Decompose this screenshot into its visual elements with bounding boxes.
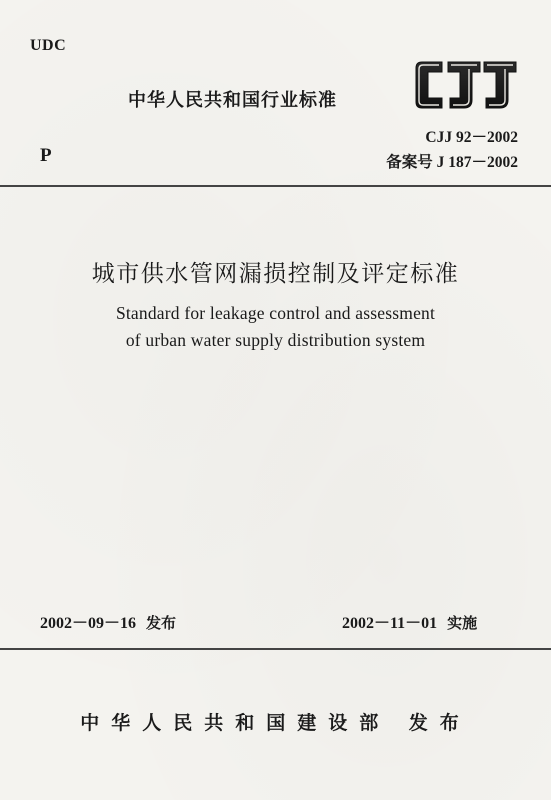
issue-date-value: 2002－09－16 <box>40 615 137 632</box>
bottom-divider <box>0 648 551 650</box>
standard-code: CJJ 92－2002 <box>425 129 518 146</box>
record-number: 备案号 J 187－2002 <box>386 154 518 171</box>
implement-label: 实施 <box>447 614 478 632</box>
issue-date <box>40 610 176 633</box>
title-english-line2: of urban water supply distribution system <box>125 330 426 350</box>
industry-standard-heading: 中华人民共和国行业标准 <box>128 90 337 111</box>
title-chinese: 城市供水管网漏损控制及评定标准 <box>91 261 460 287</box>
implement-date-value: 2002－11－01 <box>342 615 438 632</box>
cjj-logo <box>412 56 522 114</box>
category-label: P <box>40 145 52 166</box>
issue-label: 发布 <box>146 614 177 632</box>
implement-date <box>342 610 477 633</box>
udc-label: UDC <box>30 37 67 54</box>
top-divider <box>0 185 551 187</box>
title-english-line1: Standard for leakage control and assessment <box>115 303 436 323</box>
publisher: 中华人民共和国建设部 发布 <box>80 712 471 734</box>
